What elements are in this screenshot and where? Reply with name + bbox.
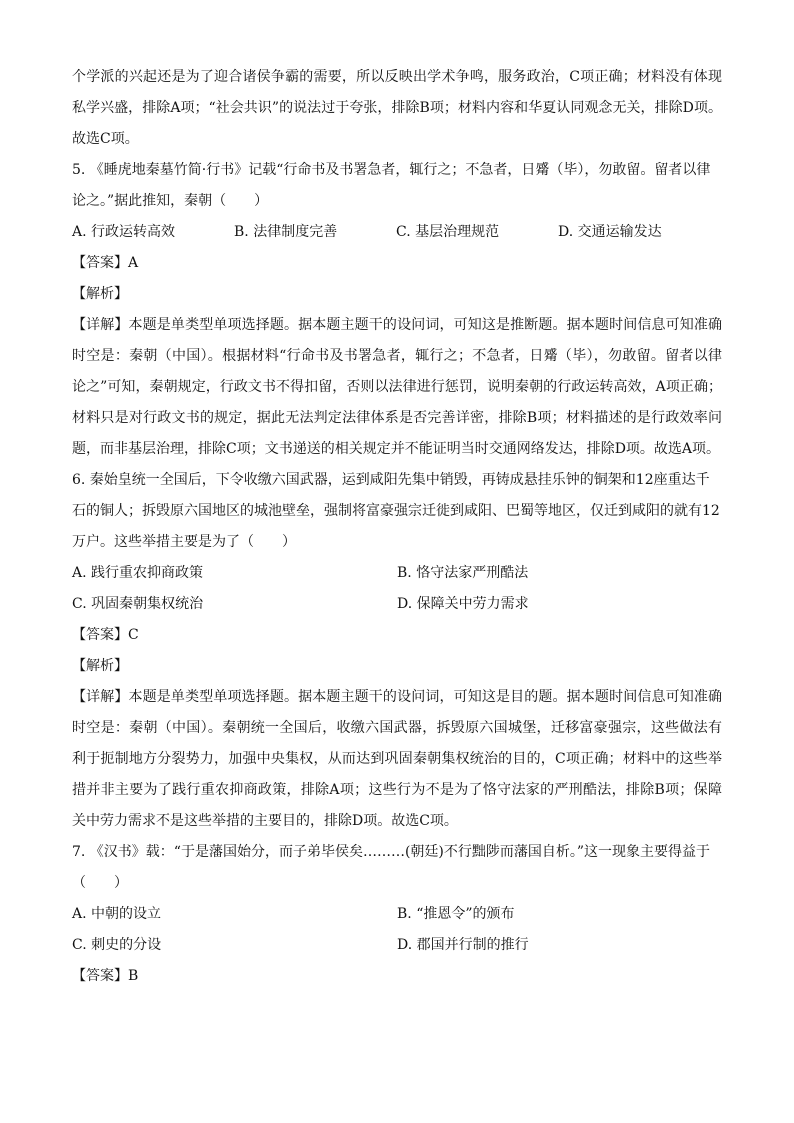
answer-label: 【答案】C bbox=[72, 627, 139, 643]
intro-paragraph: 个学派的兴起还是为了迎合诸侯争霸的需要，所以反映出学术争鸣，服务政治，C项正确；材料没有体现私学兴盛，排除A项；“社会共识”的说法过于夸张，排除B项；材料内容和华夏认同观念无关，排除D项。故选C项。 bbox=[72, 69, 722, 147]
option-b: B. “推恩令”的颁布 bbox=[397, 906, 515, 922]
options-row bbox=[72, 930, 722, 961]
analysis-label: 【解析】 bbox=[72, 658, 128, 674]
option-d: D. 郡国并行制的推行 bbox=[397, 937, 529, 953]
options-row bbox=[72, 217, 722, 248]
detail-explanation: 【详解】本题是单类型单项选择题。据本题主题干的设问词，可知这是目的题。据本题时间信息可知准确时空是：秦朝（中国）。秦朝统一全国后，收缴六国武器，拆毁原六国城堡，迁移富豪强宗，这些做法有利于扼制地方分裂势力，加强中央集权，从而达到巩固秦朝集权统治的目的，C项正确；材料中的这些举措并非主要为了践行重农抑商政策，排除A项；这些行为不是为了恪守法家的严刑酷法，排除B项；保障关中劳力需求不是这些举措的主要目的，排除D项。故选C项。 bbox=[72, 689, 722, 829]
question-stem: 7. 《汉书》载：“于是藩国始分，而子弟毕侯矣………(朝廷)不行黜陟而藩国自析。”这一现象主要得益于（ ） bbox=[72, 844, 711, 891]
detail-explanation: 【详解】本题是单类型单项选择题。据本题主题干的设问词，可知这是推断题。据本题时间信息可知准确时空是：秦朝（中国）。根据材料“行命书及书署急者，辄行之；不急者，日觱（毕），勿敢留。留者以律论之”可知，秦朝规定，行政文书不得扣留，否则以法律进行惩罚，说明秦朝的行政运转高效，A项正确；材料只是对行政文书的规定，据此无法判定法律体系是否完善详密，排除B项；材料描述的是行政效率问题，而非基层治理，排除C项；文书递送的相关规定并不能证明当时交通网络发达，排除D项。故选A项。 bbox=[72, 317, 722, 457]
answer-label: 【答案】B bbox=[72, 968, 139, 984]
option-d: D. 保障关中劳力需求 bbox=[397, 596, 529, 612]
option-c: C. 巩固秦朝集权统治 bbox=[72, 596, 204, 612]
option-c: C. 刺史的分设 bbox=[72, 937, 162, 953]
option-b: B. 法律制度完善 bbox=[234, 224, 338, 240]
option-a: A. 践行重农抑商政策 bbox=[72, 565, 204, 581]
options-row bbox=[72, 558, 722, 589]
question-stem: 5. 《睡虎地秦墓竹简·行书》记载“行命书及书署急者，辄行之；不急者，日觱（毕），勿敢留。留者以律论之。”据此推知，秦朝（ ） bbox=[72, 162, 711, 209]
option-b: B. 恪守法家严刑酷法 bbox=[397, 565, 529, 581]
question-5 bbox=[72, 155, 722, 465]
document-page bbox=[72, 62, 722, 992]
question-stem: 6. 秦始皇统一全国后，下令收缴六国武器，运到咸阳先集中销毁，再铸成悬挂乐钟的铜架和12座重达千石的铜人；拆毁原六国地区的城池壁垒，强制将富豪强宗迁徙到咸阳、巴蜀等地区，仅迁到咸阳的就有12万户。这些举措主要是为了（ ） bbox=[72, 472, 720, 550]
option-d: D. 交通运输发达 bbox=[558, 224, 662, 240]
option-c: C. 基层治理规范 bbox=[396, 224, 500, 240]
analysis-label: 【解析】 bbox=[72, 286, 128, 302]
question-6 bbox=[72, 465, 722, 837]
answer-label: 【答案】A bbox=[72, 255, 139, 271]
option-a: A. 行政运转高效 bbox=[72, 224, 176, 240]
options-row bbox=[72, 589, 722, 620]
question-7 bbox=[72, 837, 722, 992]
options-row bbox=[72, 899, 722, 930]
option-a: A. 中朝的设立 bbox=[72, 906, 162, 922]
